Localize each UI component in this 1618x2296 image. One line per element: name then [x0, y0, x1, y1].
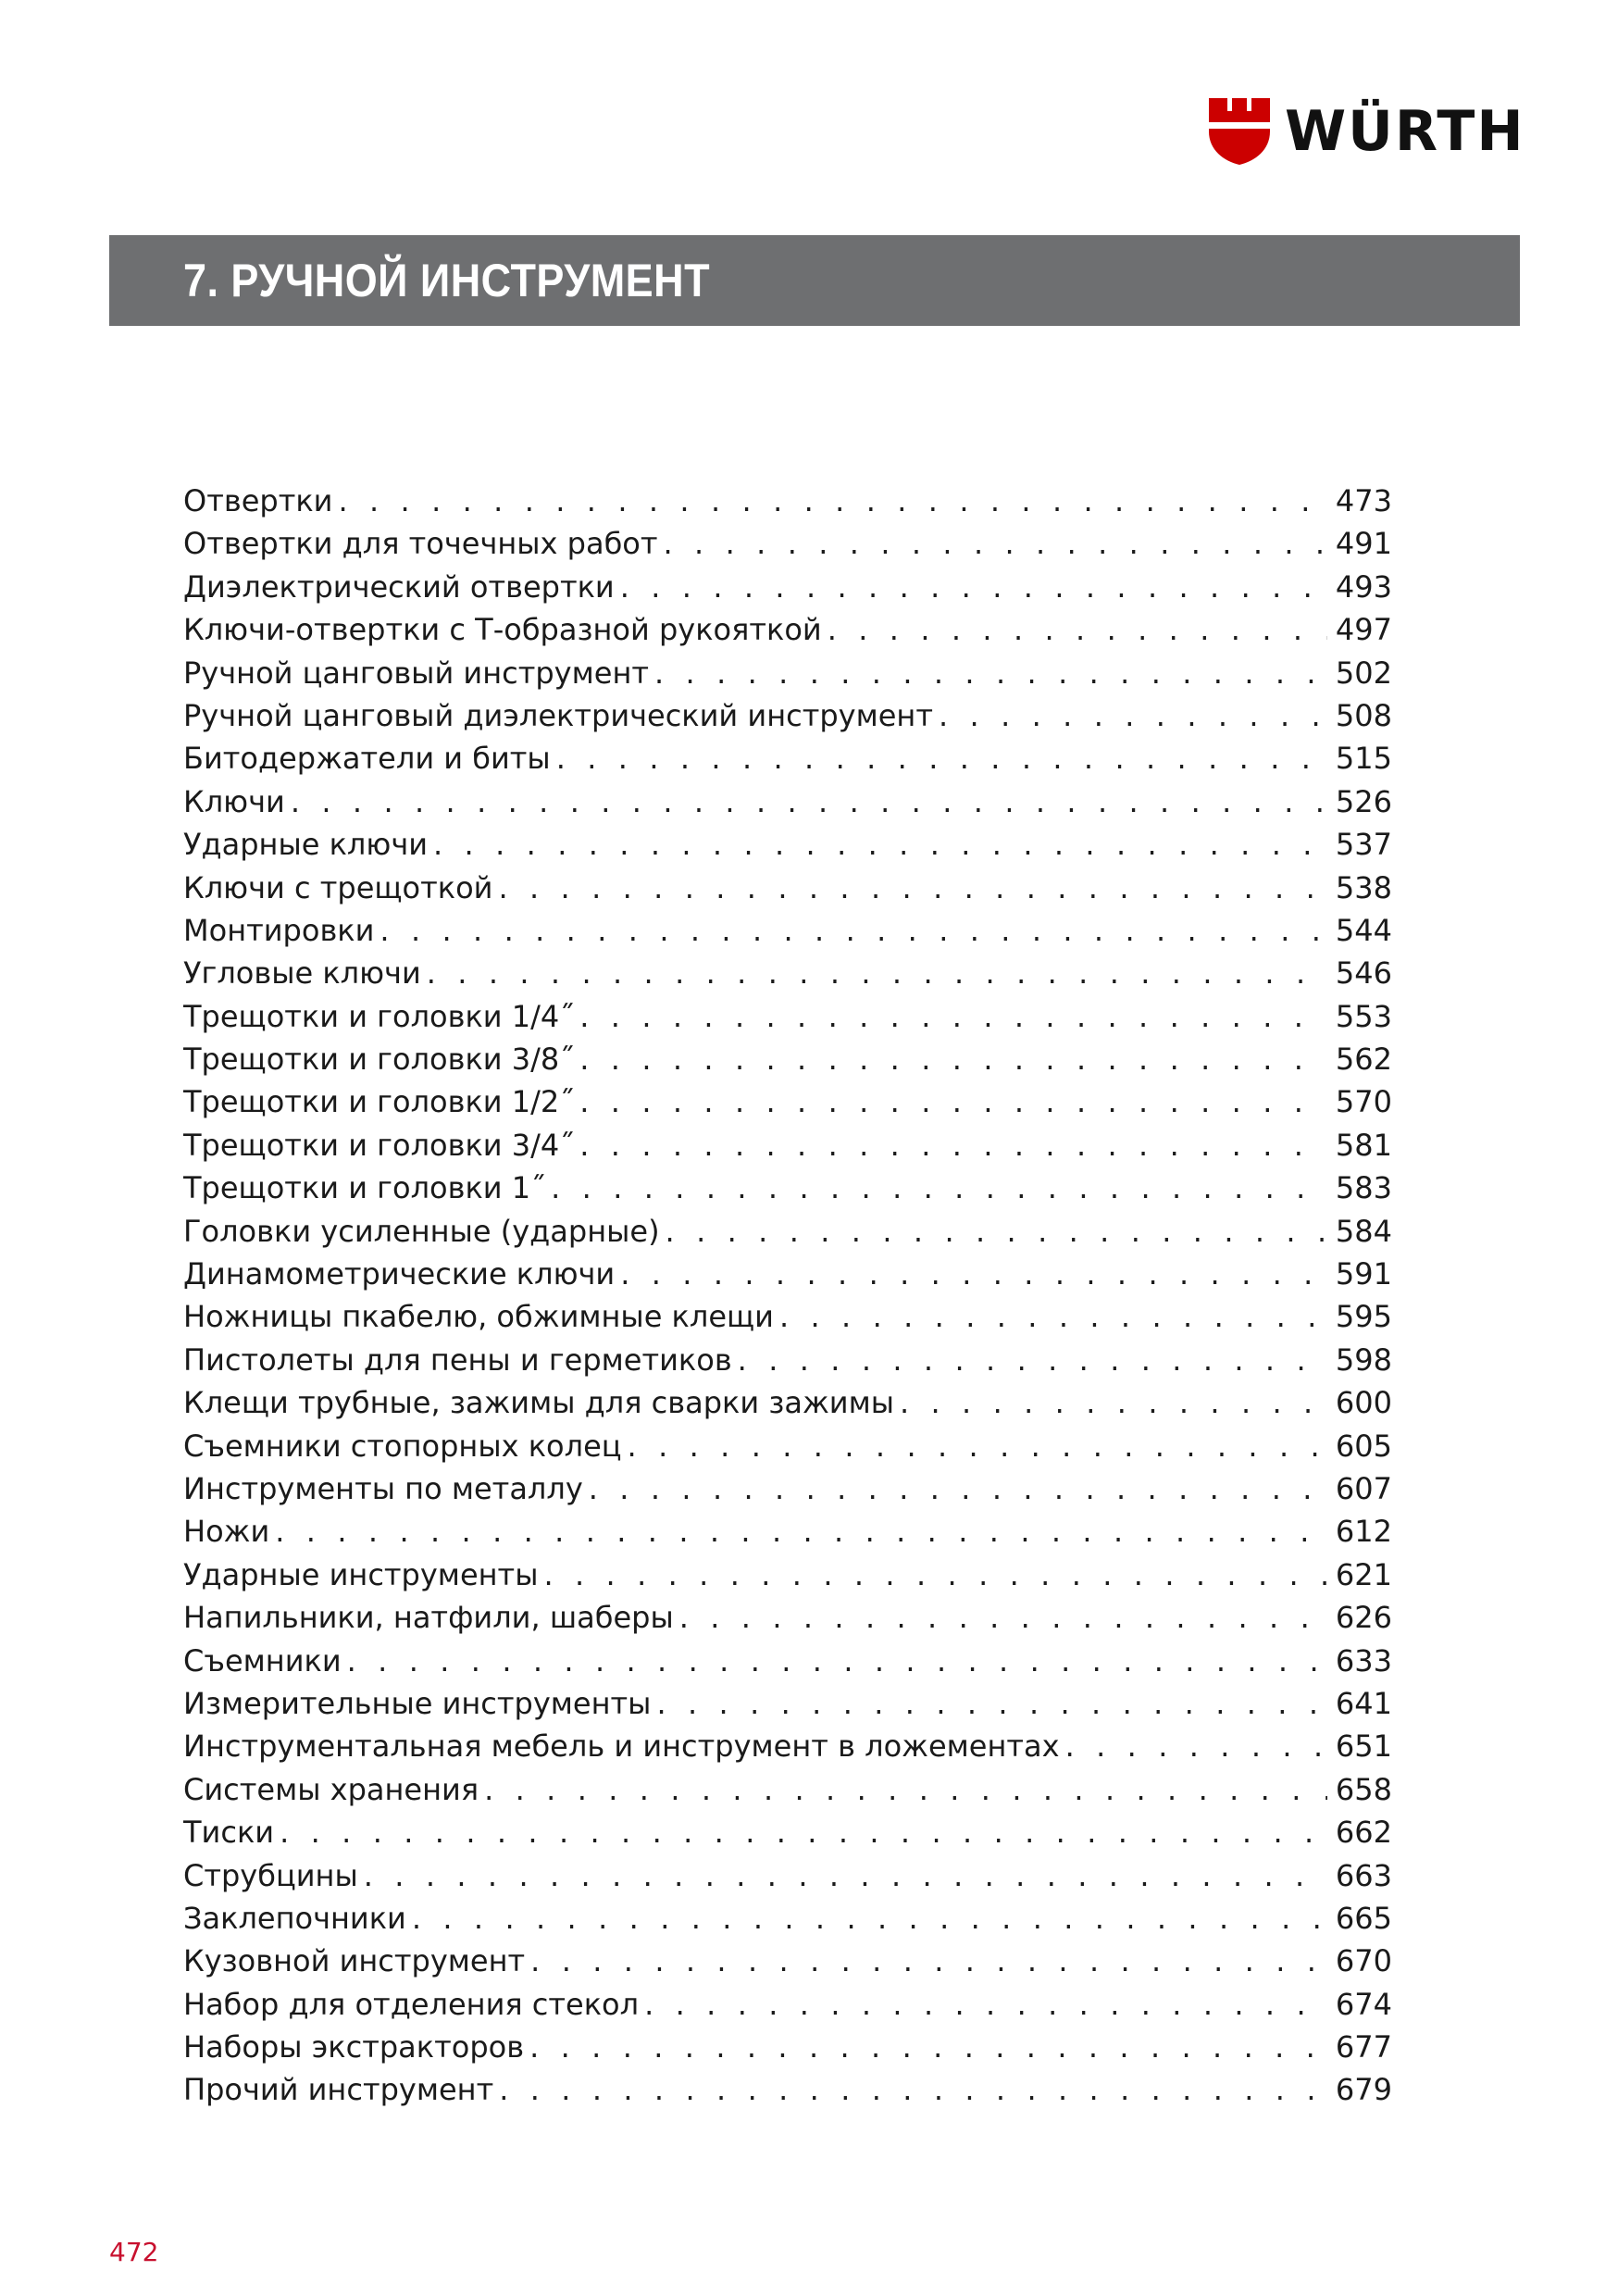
toc-entry[interactable] [183, 1768, 1392, 1811]
dot-leader [679, 1596, 1327, 1639]
toc-entry-page: 562 [1335, 1042, 1392, 1078]
dot-leader [280, 1811, 1327, 1853]
toc-entry-label: Ключи [183, 783, 285, 819]
toc-entry[interactable] [183, 1725, 1392, 1767]
toc-entry-page: 605 [1335, 1428, 1392, 1464]
toc-entry[interactable] [183, 1682, 1392, 1725]
toc-entry-label: Битодержатели и биты [183, 741, 551, 777]
dot-leader [738, 1339, 1327, 1381]
toc-entry-page: 515 [1335, 741, 1392, 777]
toc-entry[interactable] [183, 1381, 1392, 1424]
dot-leader [939, 694, 1327, 737]
toc-entry-label: Головки усиленные (ударные) [183, 1213, 660, 1249]
toc-entry-label: Монтировки [183, 912, 375, 948]
dot-leader [656, 1682, 1327, 1725]
dot-leader [556, 737, 1327, 780]
toc-entry-page: 641 [1335, 1685, 1392, 1721]
dot-leader [579, 995, 1327, 1038]
toc-entry-page: 581 [1335, 1127, 1392, 1163]
toc-entry[interactable] [183, 1339, 1392, 1381]
dot-leader [666, 1210, 1327, 1253]
toc-entry[interactable] [183, 1554, 1392, 1596]
toc-entry-page: 677 [1335, 2029, 1392, 2065]
page-number: 472 [109, 2237, 159, 2267]
dot-leader [338, 480, 1327, 522]
toc-entry-label: Инструменты по металлу [183, 1470, 583, 1506]
toc-entry[interactable] [183, 737, 1392, 780]
dot-leader [589, 1467, 1327, 1510]
toc-entry-page: 537 [1335, 827, 1392, 863]
dot-leader [530, 1940, 1327, 1982]
toc-entry-page: 598 [1335, 1341, 1392, 1378]
toc-entry[interactable] [183, 1510, 1392, 1553]
toc-entry-label: Диэлектрический отвертки [183, 568, 615, 605]
toc-entry[interactable] [183, 1253, 1392, 1295]
toc-entry-page: 621 [1335, 1556, 1392, 1592]
toc-entry[interactable] [183, 780, 1392, 823]
brand-logo [1209, 98, 1525, 165]
toc-entry[interactable] [183, 1425, 1392, 1467]
toc-entry-page: 665 [1335, 1900, 1392, 1936]
toc-entry[interactable] [183, 1940, 1392, 1982]
dot-leader [551, 1167, 1327, 1209]
toc-entry[interactable] [183, 1167, 1392, 1209]
toc-entry[interactable] [183, 952, 1392, 994]
toc-entry[interactable] [183, 1854, 1392, 1897]
toc-entry-page: 670 [1335, 1943, 1392, 1979]
toc-entry-label: Отвертки для точечных работ [183, 526, 658, 562]
dot-leader [579, 1124, 1327, 1167]
toc-entry-label: Ручной цанговый диэлектрический инструмент [183, 697, 933, 733]
toc-entry-page: 508 [1335, 697, 1392, 733]
toc-entry[interactable] [183, 566, 1392, 608]
dot-leader [433, 823, 1327, 866]
toc-entry-label: Ключи с трещоткой [183, 869, 493, 905]
toc-entry[interactable] [183, 1640, 1392, 1682]
dot-leader [499, 2068, 1327, 2111]
toc-entry-label: Напильники, натфили, шаберы [183, 1600, 674, 1636]
toc-entry[interactable] [183, 480, 1392, 522]
section-header [109, 235, 1520, 326]
dot-leader [620, 1253, 1327, 1295]
toc-entry-page: 497 [1335, 612, 1392, 648]
toc-entry[interactable] [183, 909, 1392, 952]
dot-leader [543, 1554, 1327, 1596]
toc-entry-label: Трещотки и головки 1/2˝ [183, 1084, 575, 1120]
toc-entry[interactable] [183, 2068, 1392, 2111]
toc-entry-page: 607 [1335, 1470, 1392, 1506]
dot-leader [579, 1080, 1327, 1123]
dot-leader [644, 1983, 1327, 2026]
dot-leader [498, 867, 1327, 909]
dot-leader [427, 952, 1327, 994]
dot-leader [364, 1854, 1327, 1897]
toc-entry-page: 584 [1335, 1213, 1392, 1249]
toc-entry-page: 473 [1335, 483, 1392, 518]
toc-entry[interactable] [183, 1897, 1392, 1940]
toc-entry-page: 538 [1335, 869, 1392, 905]
toc-entry[interactable] [183, 823, 1392, 866]
toc-entry-page: 595 [1335, 1299, 1392, 1335]
toc-entry[interactable] [183, 1124, 1392, 1167]
toc-entry-page: 544 [1335, 912, 1392, 948]
toc-entry-label: Угловые ключи [183, 955, 421, 992]
dot-leader [664, 522, 1327, 565]
toc-entry-label: Кузовной инструмент [183, 1943, 526, 1979]
toc-entry-page: 612 [1335, 1514, 1392, 1550]
dot-leader [628, 1425, 1327, 1467]
toc-entry-page: 491 [1335, 526, 1392, 562]
toc-entry-label: Трещотки и головки 1˝ [183, 1170, 546, 1206]
toc-entry-label: Клещи трубные, зажимы для сварки зажимы [183, 1385, 894, 1421]
dot-leader [412, 1897, 1327, 1940]
toc-entry-label: Трещотки и головки 1/4˝ [183, 998, 575, 1034]
toc-entry-label: Пистолеты для пены и герметиков [183, 1341, 732, 1378]
dot-leader [779, 1295, 1327, 1338]
wurth-logo-icon [1209, 98, 1270, 165]
dot-leader [484, 1768, 1327, 1811]
toc-entry-label: Тиски [183, 1815, 275, 1851]
section-title: 7. РУЧНОЙ ИНСТРУМЕНТ [183, 255, 711, 306]
toc-entry[interactable] [183, 995, 1392, 1038]
toc-entry-label: Трещотки и головки 3/4˝ [183, 1127, 575, 1163]
toc-entry-page: 651 [1335, 1728, 1392, 1765]
dot-leader [529, 2026, 1327, 2068]
toc-entry[interactable] [183, 1080, 1392, 1123]
toc-entry-label: Прочий инструмент [183, 2072, 494, 2108]
toc-entry-page: 662 [1335, 1815, 1392, 1851]
brand-name: WÜRTH [1285, 99, 1525, 164]
toc-entry[interactable] [183, 1038, 1392, 1080]
toc-entry-label: Динамометрические ключи [183, 1256, 616, 1292]
toc-entry-page: 591 [1335, 1256, 1392, 1292]
table-of-contents [183, 480, 1392, 2112]
toc-entry-label: Заклепочники [183, 1900, 406, 1936]
toc-entry[interactable] [183, 608, 1392, 651]
toc-entry-page: 674 [1335, 1986, 1392, 2022]
toc-entry[interactable] [183, 1467, 1392, 1510]
toc-entry-page: 546 [1335, 955, 1392, 992]
toc-entry-label: Отвертки [183, 483, 333, 518]
toc-entry[interactable] [183, 694, 1392, 737]
toc-entry-label: Измерительные инструменты [183, 1685, 652, 1721]
dot-leader [900, 1381, 1327, 1424]
dot-leader [347, 1640, 1327, 1682]
toc-entry-page: 658 [1335, 1771, 1392, 1807]
toc-entry-label: Инструментальная мебель и инструмент в ложементах [183, 1728, 1060, 1765]
toc-entry-page: 553 [1335, 998, 1392, 1034]
dot-leader [380, 909, 1327, 952]
dot-leader [828, 608, 1327, 651]
toc-entry[interactable] [183, 1295, 1392, 1338]
dot-leader [620, 566, 1327, 608]
dot-leader [275, 1510, 1327, 1553]
toc-entry-label: Струбцины [183, 1857, 358, 1893]
toc-entry-page: 633 [1335, 1642, 1392, 1678]
toc-entry-label: Ударные ключи [183, 827, 429, 863]
toc-entry-label: Съемники стопорных колец [183, 1428, 622, 1464]
toc-entry-page: 493 [1335, 568, 1392, 605]
toc-entry-label: Ударные инструменты [183, 1556, 539, 1592]
toc-entry-page: 526 [1335, 783, 1392, 819]
toc-entry-page: 679 [1335, 2072, 1392, 2108]
toc-entry-label: Ручной цанговый инструмент [183, 655, 649, 691]
toc-entry[interactable] [183, 867, 1392, 909]
toc-entry-page: 626 [1335, 1600, 1392, 1636]
dot-leader [579, 1038, 1327, 1080]
toc-entry[interactable] [183, 1983, 1392, 2026]
toc-entry-label: Съемники [183, 1642, 342, 1678]
dot-leader [291, 780, 1327, 823]
toc-entry-label: Наборы экстракторов [183, 2029, 525, 2065]
toc-entry[interactable] [183, 1596, 1392, 1639]
toc-entry-label: Набор для отделения стекол [183, 1986, 640, 2022]
toc-entry-label: Ножи [183, 1514, 270, 1550]
toc-entry[interactable] [183, 522, 1392, 565]
toc-entry[interactable] [183, 1210, 1392, 1253]
toc-entry-page: 663 [1335, 1857, 1392, 1893]
toc-entry-label: Ключи-отвертки с Т-образной рукояткой [183, 612, 822, 648]
toc-entry[interactable] [183, 2026, 1392, 2068]
dot-leader [1065, 1725, 1327, 1767]
dot-leader [654, 652, 1327, 694]
toc-entry-page: 570 [1335, 1084, 1392, 1120]
toc-entry[interactable] [183, 1811, 1392, 1853]
toc-entry-page: 502 [1335, 655, 1392, 691]
toc-entry-page: 583 [1335, 1170, 1392, 1206]
toc-entry-label: Трещотки и головки 3/8˝ [183, 1042, 575, 1078]
toc-entry[interactable] [183, 652, 1392, 694]
toc-entry-label: Системы хранения [183, 1771, 479, 1807]
toc-entry-page: 600 [1335, 1385, 1392, 1421]
toc-entry-label: Ножницы пкабелю, обжимные клещи [183, 1299, 774, 1335]
